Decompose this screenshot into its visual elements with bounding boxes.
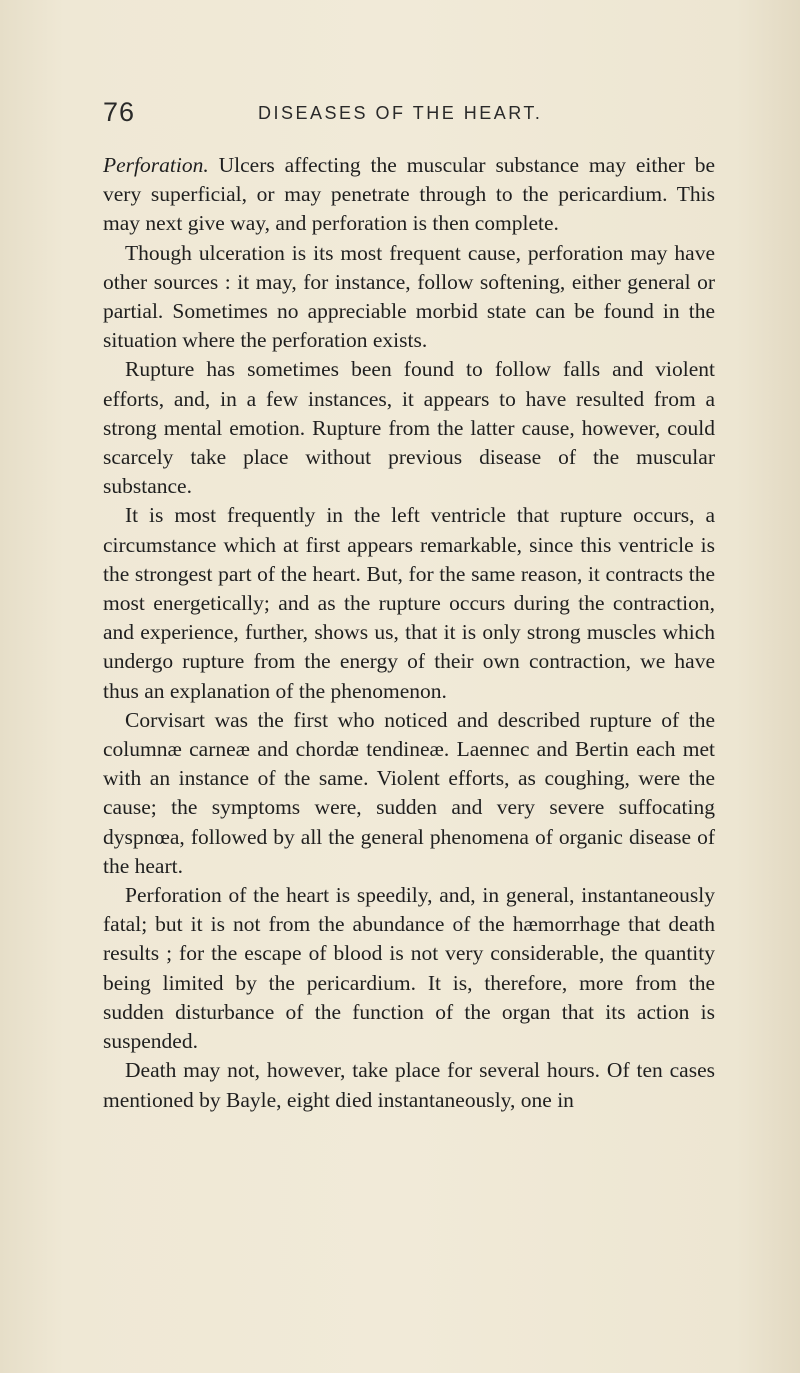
paragraph: Corvisart was the first who noticed and described rupture of the columnæ carneæ and chordæ tendineæ. Laennec and Bertin each met with an instance of the same. Violent efforts, as coughing, were the cause; the symptoms were, sudden and very severe suffocating dyspnœa, followed by all the general phenomena of organic disease of the heart.	[103, 707, 715, 878]
paragraph	[103, 151, 715, 239]
paragraph: Rupture has sometimes been found to follow falls and violent efforts, and, in a few instances, it appears to have resulted from a strong mental emotion. Rupture from the latter cause, however, could scarcely take place without previous disease of the muscular substance.	[103, 357, 715, 499]
running-title: DISEASES OF THE HEART.	[258, 103, 543, 123]
run-in-heading: Perforation.	[103, 153, 209, 177]
paragraph: Though ulceration is its most frequent cause, perforation may have other sources : it may, for instance, follow softening, either general or partial. Sometimes no appreciable morbid state can be found in the situation where the perforation exists.	[103, 240, 715, 353]
page-number: 76	[103, 97, 136, 127]
page-header	[103, 97, 713, 133]
paragraph: Perforation of the heart is speedily, and, in general, instantaneously fatal; but it is not from the abundance of the hæmorrhage that death results ; for the escape of blood is not very considerable, the quantity being limited by the pericardium. It is, therefore, more from the sudden disturbance of the function of the organ that its action is suspended.	[103, 883, 715, 1054]
paragraph: It is most frequently in the left ventricle that rupture occurs, a circumstance which at first appears remarkable, since this ventricle is the strongest part of the heart. But, for the same reason, it contracts the most energetically; and as the rupture occurs during the contraction, and experience, further, shows us, that it is only strong muscles which undergo rupture from the energy of their own contraction, we have thus an explanation of the phenomenon.	[103, 503, 715, 703]
paragraph: Death may not, however, take place for several hours. Of ten cases mentioned by Bayle, eight died instantaneously, one in	[103, 1058, 715, 1112]
paragraph-text: Ulcers affecting the muscular substance may either be very superficial, or may penetrate through to the pericardium. This may next give way, and perforation is then complete.	[103, 153, 715, 236]
body-text	[103, 151, 715, 1115]
